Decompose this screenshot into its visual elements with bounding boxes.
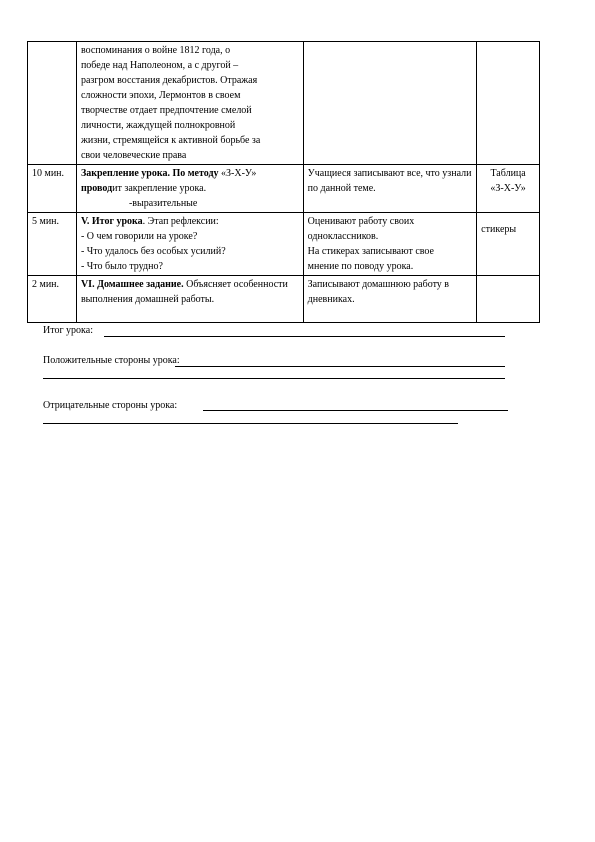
stage-text: Объясняет особенности выполнения домашней работы.	[80, 279, 288, 305]
stage-subtext: -выразительные	[128, 198, 198, 209]
stage-line: жизни, стремящейся к активной борьбе за	[80, 135, 261, 146]
stage-text: ит закрепление урока.	[112, 183, 207, 194]
students-line: На стикерах записывают свое	[307, 246, 434, 257]
table-row	[28, 276, 540, 323]
stage-cell	[76, 276, 303, 323]
stage-line: - Что было трудно?	[80, 261, 163, 272]
result-label: Итог урока:	[43, 325, 93, 336]
positive-underline	[175, 366, 505, 367]
positive-underline-2	[43, 378, 505, 379]
students-line: Оценивают работу своих	[307, 216, 415, 227]
table-row	[28, 42, 540, 165]
table-row	[28, 213, 540, 276]
stage-heading: провод	[80, 183, 113, 194]
stage-line: личности, жаждущей полнокровной	[80, 120, 236, 131]
students-cell: Учащиеся записывают все, что узнали по данной теме.	[303, 165, 477, 213]
lesson-plan-table	[27, 41, 540, 323]
materials-cell	[477, 42, 540, 165]
stage-cell	[76, 165, 303, 213]
negative-underline-2	[43, 423, 458, 424]
materials-cell	[477, 276, 540, 323]
table-row	[28, 165, 540, 213]
stage-text: . Этап рефлексии:	[142, 216, 219, 227]
students-cell: Записывают домашнюю работу в дневниках.	[303, 276, 477, 323]
stage-line: разгром восстания декабристов. Отражая	[80, 75, 258, 86]
stage-line: воспоминания о войне 1812 года, о	[80, 45, 231, 56]
lesson-result-line	[43, 324, 93, 337]
students-line: одноклассников.	[307, 231, 379, 242]
students-cell	[303, 42, 477, 165]
stage-cell	[76, 42, 303, 165]
stage-line: творчестве отдает предпочтение смелой	[80, 105, 252, 116]
stage-heading: V. Итог урока	[80, 216, 143, 227]
stage-line: сложности эпохи, Лермонтов в своем	[80, 90, 241, 101]
stage-line: - О чем говорили на уроке?	[80, 231, 198, 242]
stage-line: свои человеческие права	[80, 150, 187, 161]
positive-label: Положительные стороны урока:	[43, 355, 180, 366]
materials-cell	[477, 165, 540, 213]
materials-text: стикеры	[481, 224, 517, 235]
materials-cell	[477, 213, 540, 276]
stage-line: - Что удалось без особых усилий?	[80, 246, 226, 257]
result-underline	[104, 336, 505, 337]
time-cell: 2 мин.	[28, 276, 77, 323]
stage-heading: VI. Домашнее задание.	[80, 279, 184, 290]
stage-text: «З-Х-У»	[221, 168, 257, 179]
materials-line: Таблица	[490, 168, 526, 179]
materials-line: «З-Х-У»	[490, 183, 526, 194]
time-cell: 10 мин.	[28, 165, 77, 213]
negative-label: Отрицательные стороны урока:	[43, 400, 178, 411]
time-cell	[28, 42, 77, 165]
students-line: мнение по поводу урока.	[307, 261, 414, 272]
time-cell: 5 мин.	[28, 213, 77, 276]
stage-line: победе над Наполеоном, а с другой –	[80, 60, 239, 71]
students-cell	[303, 213, 477, 276]
negative-sides-line	[43, 399, 177, 412]
positive-sides-line	[43, 354, 180, 367]
stage-cell	[76, 213, 303, 276]
stage-heading: Закрепление урока. По методу	[80, 168, 222, 179]
negative-underline	[203, 410, 508, 411]
